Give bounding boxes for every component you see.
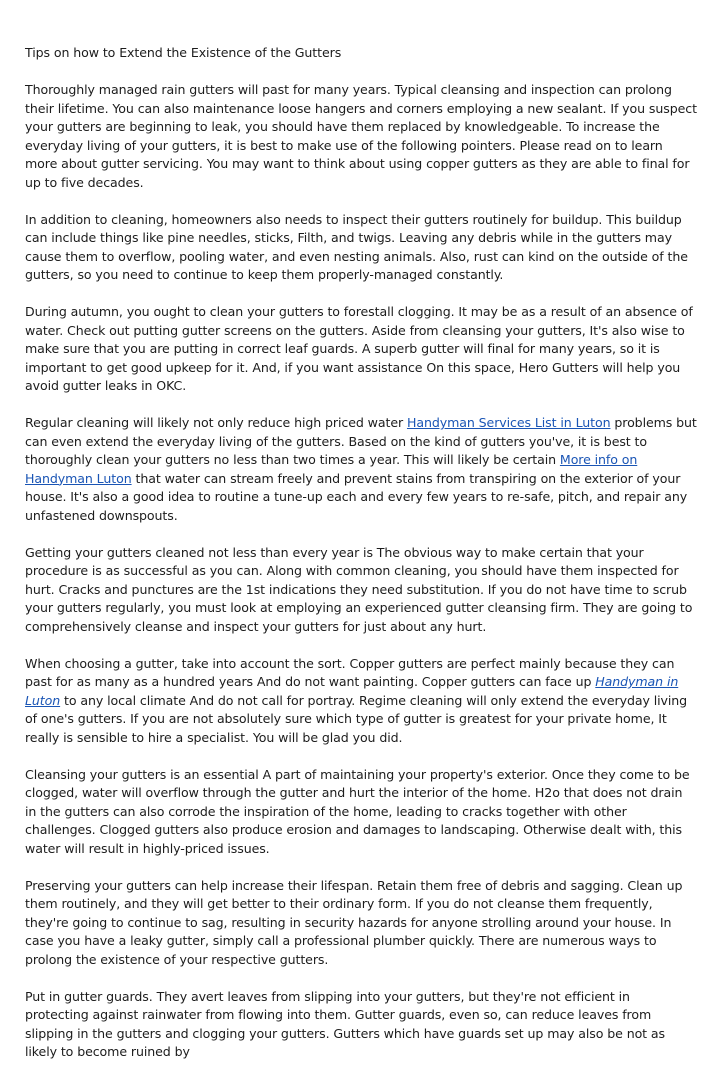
- paragraph-6: [25, 655, 697, 748]
- paragraph-4-text-3: that water can stream freely and prevent stains from transpiring on the exterior of your house. It's also a good idea to routine a tune-up each and every few years to re-safe, pitch, and repair any unfastened downspouts.: [25, 470, 688, 523]
- paragraph-2: In addition to cleaning, homeowners also needs to inspect their gutters routinely for buildup. This buildup can include things like pine needles, sticks, Filth, and twigs. Leaving any debris while in the gutters may cause them to overflow, pooling water, and even nesting animals. Also, rust can kind on the outside of the gutters, so you need to continue to keep them properly-managed constantly.: [25, 211, 688, 282]
- link-handyman-services-list[interactable]: Handyman Services List in Luton: [406, 415, 611, 430]
- article: [25, 44, 697, 1080]
- paragraph-3: During autumn, you ought to clean your gutters to forestall clogging. It may be as a result of an absence of water. Check out putting gutter screens on the gutters. Aside from cleansing your gutters, It's also wise to make sure that you are putting in correct leaf guards. A superb gutter will final for many years, so it is important to get good upkeep for it. And, if you want assistance On this space, Hero Gutters will help you avoid gutter leaks in OKC.: [25, 304, 693, 393]
- paragraph-4: [25, 414, 697, 525]
- link-handyman-in-luton[interactable]: Handyman in Luton: [25, 674, 679, 708]
- paragraph-4-text-1: Regular cleaning will likely not only reduce high priced water: [25, 415, 407, 430]
- paragraph-4-text-2: problems but can even extend the everyday living of the gutters. Based on the kind of gutters you've, it is best to thoroughly clean your gutters no less than two times a year. This will likely be certain: [25, 415, 697, 467]
- link-more-info-handyman[interactable]: More info on Handyman Luton: [25, 452, 638, 486]
- paragraph-5: Getting your gutters cleaned not less than every year is The obvious way to make certain that your procedure is as successful as you can. Along with common cleaning, you should have them inspected for hurt. Cracks and punctures are the 1st indications they need substitution. If you do not have time to scrub your gutters regularly, you must look at employing an experienced gutter cleansing firm. They are going to comprehensively cleanse and inspect your gutters for just about any hurt.: [25, 544, 693, 634]
- paragraph-7: Cleansing your gutters is an essential A part of maintaining your property's exterior. Once they come to be clogged, water will overflow through the gutter and hurt the interior of the home. H2o that does not drain in the gutters can also corrode the inspiration of the home, leading to cracks together with other challenges. Clogged gutters also produce erosion and damages to landscaping. Otherwise dealt with, this water will result in highly-priced issues.: [25, 766, 690, 856]
- paragraph-1: Thoroughly managed rain gutters will past for many years. Typical cleansing and inspection can prolong their lifetime. You can also maintenance loose hangers and corners employing a new sealant. If you suspect your gutters are beginning to leak, you should have them replaced by knowledgeable. To increase the everyday living of your gutters, it is best to make use of the following pointers. Please read on to learn more about gutter servicing. You may want to think about using copper gutters as they are able to final for up to five decades.: [25, 82, 697, 190]
- paragraph-8: Preserving your gutters can help increase their lifespan. Retain them free of debris and sagging. Clean up them routinely, and they will get better to their ordinary form. If you do not cleanse them frequently, they're going to continue to sag, resulting in security hazards for anyone strolling around your house. In case you have a leaky gutter, simply call a professional plumber quickly. There are numerous ways to prolong the existence of your respective gutters.: [25, 877, 683, 967]
- paragraph-6-text-2: to any local climate And do not call for portray. Regime cleaning will only extend the everyday living of one's gutters. If you are not absolutely sure which type of gutter is greatest for your private home, It really is sensible to hire a specialist. You will be glad you did.: [25, 692, 688, 745]
- paragraph-9: Put in gutter guards. They avert leaves from slipping into your gutters, but they're not efficient in protecting against rainwater from flowing into them. Gutter guards, even so, can reduce leaves from slipping in the gutters and clogging your gutters. Gutters which have guards set up may also be not as likely to become ruined by: [25, 988, 665, 1059]
- article-title: Tips on how to Extend the Existence of the Gutters: [25, 45, 342, 60]
- paragraph-6-text-1: When choosing a gutter, take into account the sort. Copper gutters are perfect mainly because they can past for as many as a hundred years And do not want painting. Copper gutters can face up: [25, 655, 675, 689]
